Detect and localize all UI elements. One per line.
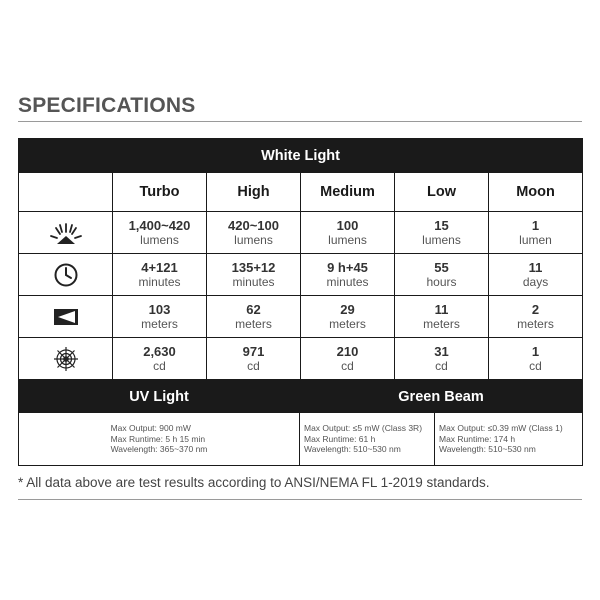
table-cell: 11 meters — [395, 296, 489, 338]
table-cell: 4+121 minutes — [113, 254, 207, 296]
table-cell: 100 lumens — [301, 212, 395, 254]
mode-moon: Moon — [489, 173, 583, 212]
uv-light-header: UV Light — [19, 381, 300, 413]
table-cell: 2 meters — [489, 296, 583, 338]
footnote: * All data above are test results according to ANSI/NEMA FL 1-2019 standards. — [18, 475, 490, 490]
table-row — [19, 212, 583, 254]
table-cell: 62 meters — [207, 296, 301, 338]
mode-high: High — [207, 173, 301, 212]
clock-icon — [19, 254, 113, 296]
table-cell: 971 cd — [207, 338, 301, 380]
table-cell: 1 cd — [489, 338, 583, 380]
table-cell: 103 meters — [113, 296, 207, 338]
table-cell: 15 lumens — [395, 212, 489, 254]
green-specs-class-1: Max Output: ≤0.39 mW (Class 1) Max Runtime: 174 h Wavelength: 510~530 nm — [435, 413, 583, 466]
table-cell: 2,630 cd — [113, 338, 207, 380]
divider — [18, 499, 582, 500]
table-cell: 135+12 minutes — [207, 254, 301, 296]
green-beam-header: Green Beam — [300, 381, 583, 413]
table-cell: 420~100 lumens — [207, 212, 301, 254]
divider — [18, 121, 582, 122]
table-cell: 9 h+45 minutes — [301, 254, 395, 296]
white-light-header: White Light — [19, 139, 583, 173]
page-title: SPECIFICATIONS — [18, 94, 196, 117]
table-cell: 1 lumen — [489, 212, 583, 254]
mode-medium: Medium — [301, 173, 395, 212]
green-specs-class-3r: Max Output: ≤5 mW (Class 3R) Max Runtime: 61 h Wavelength: 510~530 nm — [300, 413, 435, 466]
spec-table — [18, 138, 583, 380]
brightness-icon — [19, 212, 113, 254]
beam-distance-icon — [19, 296, 113, 338]
mode-corner — [19, 173, 113, 212]
table-cell: 31 cd — [395, 338, 489, 380]
table-cell: 29 meters — [301, 296, 395, 338]
table-cell: 55 hours — [395, 254, 489, 296]
mode-low: Low — [395, 173, 489, 212]
intensity-target-icon — [19, 338, 113, 380]
accessory-table — [18, 380, 583, 466]
table-cell: 210 cd — [301, 338, 395, 380]
table-row — [19, 338, 583, 380]
table-cell: 11 days — [489, 254, 583, 296]
mode-turbo: Turbo — [113, 173, 207, 212]
table-row — [19, 254, 583, 296]
table-cell: 1,400~420 lumens — [113, 212, 207, 254]
uv-specs: Max Output: 900 mW Max Runtime: 5 h 15 min Wavelength: 365~370 nm — [19, 413, 300, 466]
table-row — [19, 296, 583, 338]
